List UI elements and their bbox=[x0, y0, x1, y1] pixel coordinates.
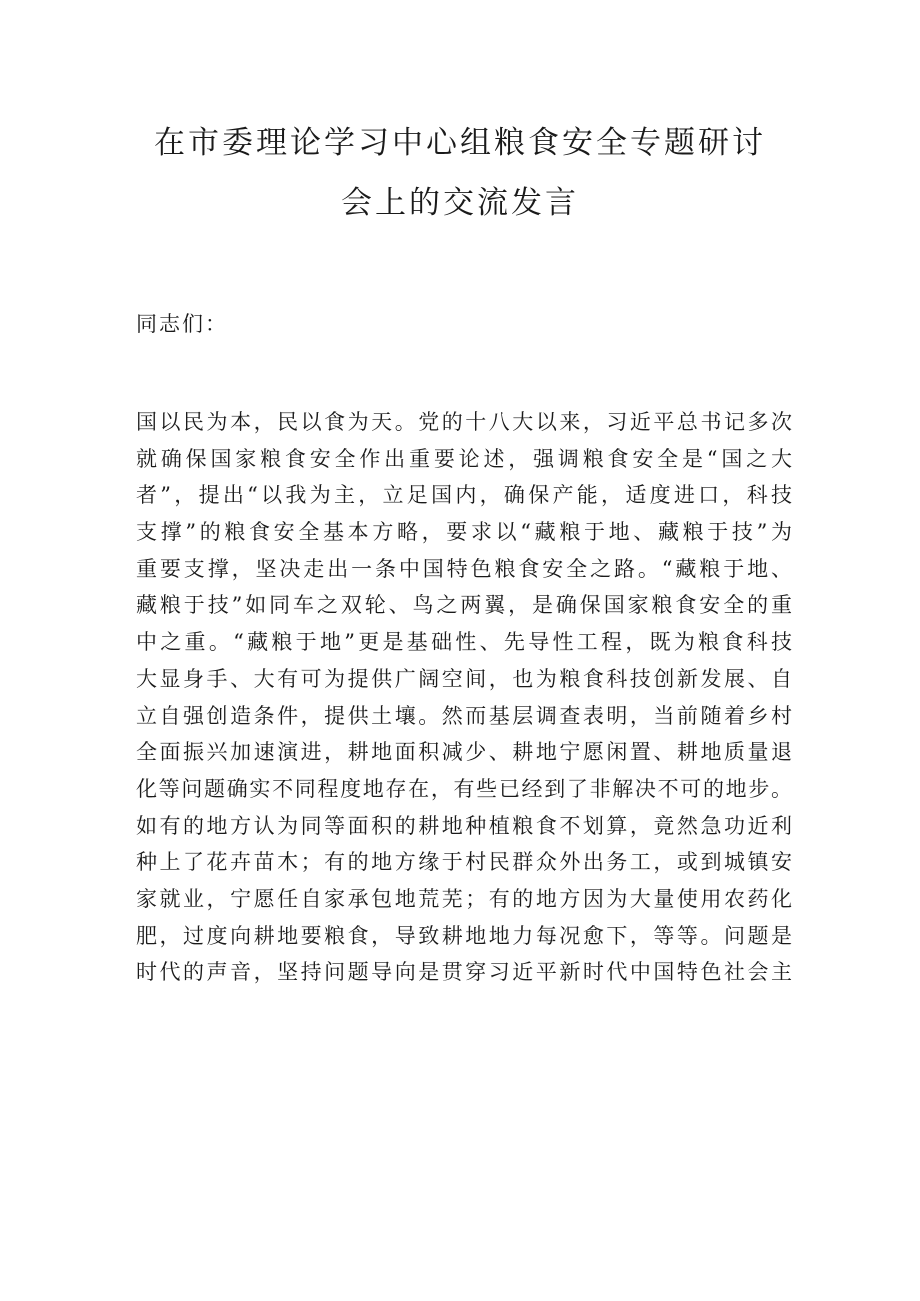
body-line: 大显身手、大有可为提供广阔空间，也为粮食科技创新发展、自 bbox=[136, 666, 792, 691]
body-line: 藏粮于技”如同车之双轮、鸟之两翼，是确保国家粮食安全的重 bbox=[136, 593, 792, 618]
body-line: 立自强创造条件，提供土壤。然而基层调查表明，当前随着乡村 bbox=[136, 703, 792, 728]
body-paragraph bbox=[136, 407, 816, 994]
salutation: 同志们： bbox=[136, 312, 228, 336]
body-line: 者”，提出“以我为主，立足国内，确保产能，适度进口，科技 bbox=[136, 483, 792, 508]
body-line: 就确保国家粮食安全作出重要论述，强调粮食安全是“国之大 bbox=[136, 446, 792, 471]
body-line: 如有的地方认为同等面积的耕地种植粮食不划算，竟然急功近利 bbox=[136, 813, 792, 838]
body-line: 中之重。“藏粮于地”更是基础性、先导性工程，既为粮食科技 bbox=[136, 630, 792, 655]
body-line: 化等问题确实不同程度地存在，有些已经到了非解决不可的地步。 bbox=[136, 776, 792, 801]
body-line: 种上了花卉苗木；有的地方缘于村民群众外出务工，或到城镇安 bbox=[136, 850, 792, 875]
document-title-line-2: 会上的交流发言 bbox=[341, 185, 579, 221]
body-line: 支撑”的粮食安全基本方略，要求以“藏粮于地、藏粮于技”为 bbox=[136, 520, 792, 545]
body-line: 肥，过度向耕地要粮食，导致耕地地力每况愈下，等等。问题是 bbox=[136, 923, 792, 948]
body-line: 时代的声音，坚持问题导向是贯穿习近平新时代中国特色社会主 bbox=[136, 960, 792, 985]
document-title-line-1: 在市委理论学习中心组粮食安全专题研讨 bbox=[154, 125, 766, 161]
body-line: 全面振兴加速演进，耕地面积减少、耕地宁愿闲置、耕地质量退 bbox=[136, 740, 792, 765]
body-line: 重要支撑，坚决走出一条中国特色粮食安全之路。“藏粮于地、 bbox=[136, 556, 792, 581]
body-line: 国以民为本，民以食为天。党的十八大以来，习近平总书记多次 bbox=[136, 410, 792, 434]
body-line: 家就业，宁愿任自家承包地荒芜；有的地方因为大量使用农药化 bbox=[136, 886, 792, 911]
